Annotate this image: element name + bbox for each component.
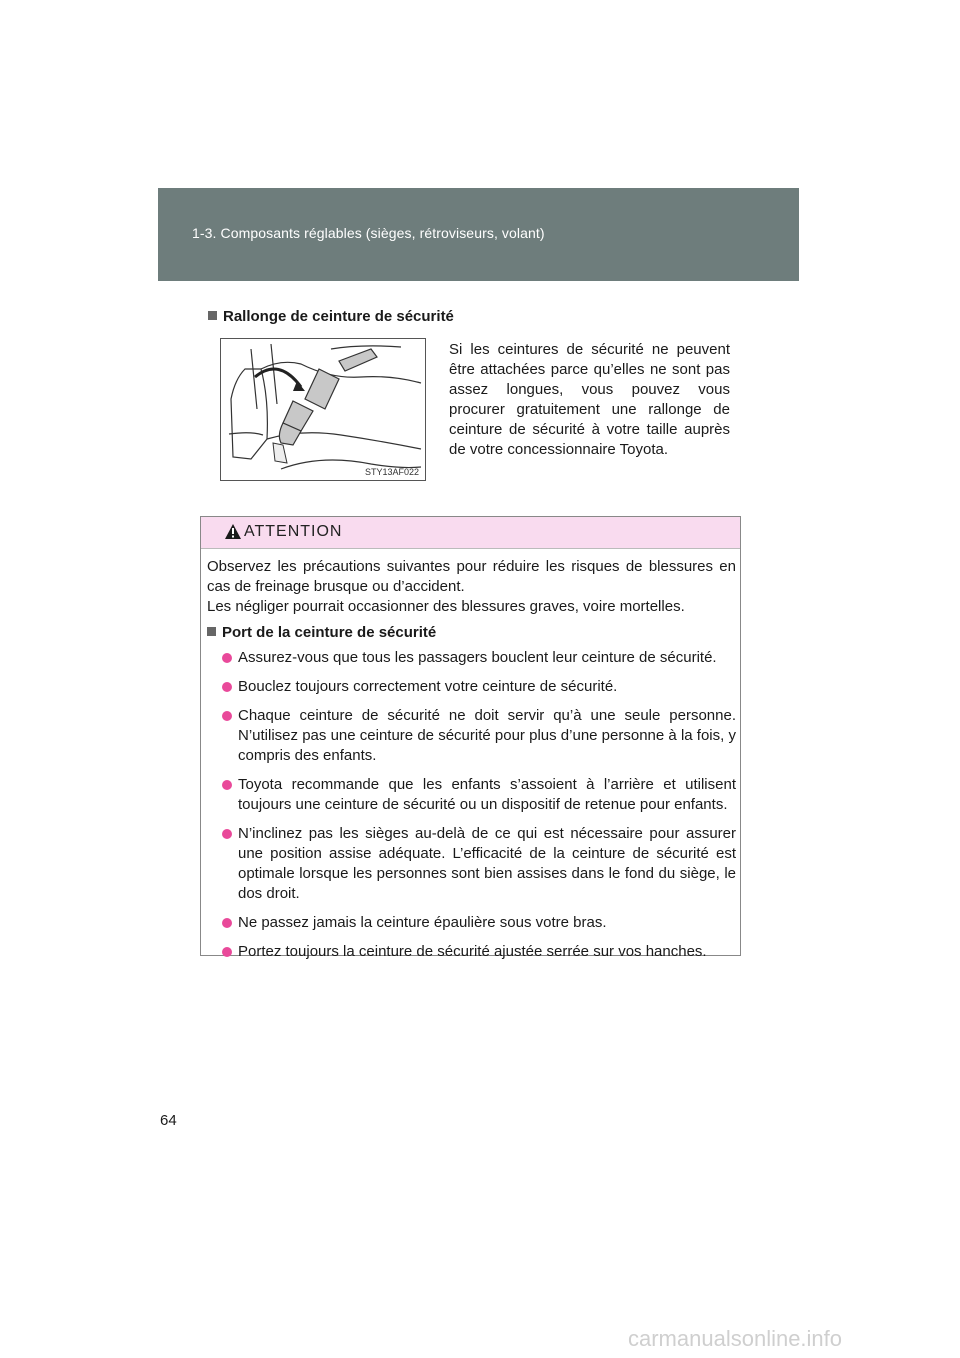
seatbelt-extender-illustration	[220, 338, 426, 481]
warning-intro-2: Les négliger pourrait occasionner des blessures graves, voire mortelles.	[207, 598, 685, 615]
bullet-dot-icon	[222, 918, 232, 928]
list-item-text: Ne passez jamais la ceinture épaulière sous votre bras.	[238, 914, 607, 931]
list-item-text: N’inclinez pas les sièges au-delà de ce qui est nécessaire pour assurer une position assise adéquate. L’efficacité de la ceinture de sécurité est optimale lorsque les personnes sont bien assises dans le fond du siège, le dos droit.	[238, 825, 736, 902]
page-number: 64	[160, 1112, 177, 1129]
list-item	[207, 677, 736, 697]
bullet-dot-icon	[222, 653, 232, 663]
watermark-link[interactable]: carmanualsonline.info	[628, 1326, 843, 1351]
bullet-dot-icon	[222, 711, 232, 721]
warning-header	[201, 517, 740, 549]
bullet-dot-icon	[222, 682, 232, 692]
square-bullet-icon	[207, 627, 216, 636]
bullet-dot-icon	[222, 780, 232, 790]
warning-title: ATTENTION	[244, 523, 343, 540]
list-item	[207, 648, 736, 668]
warning-triangle-icon	[224, 523, 242, 540]
warning-intro-1: Observez les précautions suivantes pour réduire les risques de blessures en cas de freinage brusque ou d’accident.	[207, 558, 736, 595]
square-bullet-icon	[208, 311, 217, 320]
chapter-header-band	[158, 188, 799, 281]
warning-subheading-text: Port de la ceinture de sécurité	[222, 624, 437, 641]
warning-subheading	[207, 623, 736, 643]
list-item	[207, 706, 736, 766]
seatbelt-drawing	[221, 339, 424, 479]
list-item-text: Bouclez toujours correctement votre ceinture de sécurité.	[238, 678, 618, 695]
bullet-dot-icon	[222, 947, 232, 957]
warning-body	[207, 557, 736, 971]
list-item	[207, 824, 736, 904]
list-item	[207, 942, 736, 962]
list-item-text: Portez toujours la ceinture de sécurité ajustée serrée sur vos hanches.	[238, 943, 707, 960]
list-item	[207, 775, 736, 815]
warning-box	[200, 516, 741, 960]
figure-code: STY13AF022	[364, 467, 419, 477]
list-item-text: Assurez-vous que tous les passagers bouclent leur ceinture de sécurité.	[238, 649, 717, 666]
list-item-text: Toyota recommande que les enfants s’assoient à l’arrière et utilisent toujours une ceinture de sécurité ou un dispositif de retenue pour enfants.	[238, 776, 736, 813]
section-body-text: Si les ceintures de sécurité ne peuvent être attachées parce qu’elles ne sont pas assez longues, vous pouvez vous procurer gratuitement une rallonge de ceinture de sécurité à votre taille auprès de votre concessionnaire Toyota.	[449, 341, 730, 458]
list-item-text: Chaque ceinture de sécurité ne doit servir qu’à une seule personne. N’utilisez pas une ceinture de sécurité pour plus d’une personne à la fois, y compris des enfants.	[238, 707, 736, 764]
section-heading	[208, 308, 454, 325]
chapter-breadcrumb: 1-3. Composants réglables (sièges, rétroviseurs, volant)	[192, 225, 545, 241]
section-title: Rallonge de ceinture de sécurité	[223, 308, 454, 325]
bullet-dot-icon	[222, 829, 232, 839]
list-item	[207, 913, 736, 933]
